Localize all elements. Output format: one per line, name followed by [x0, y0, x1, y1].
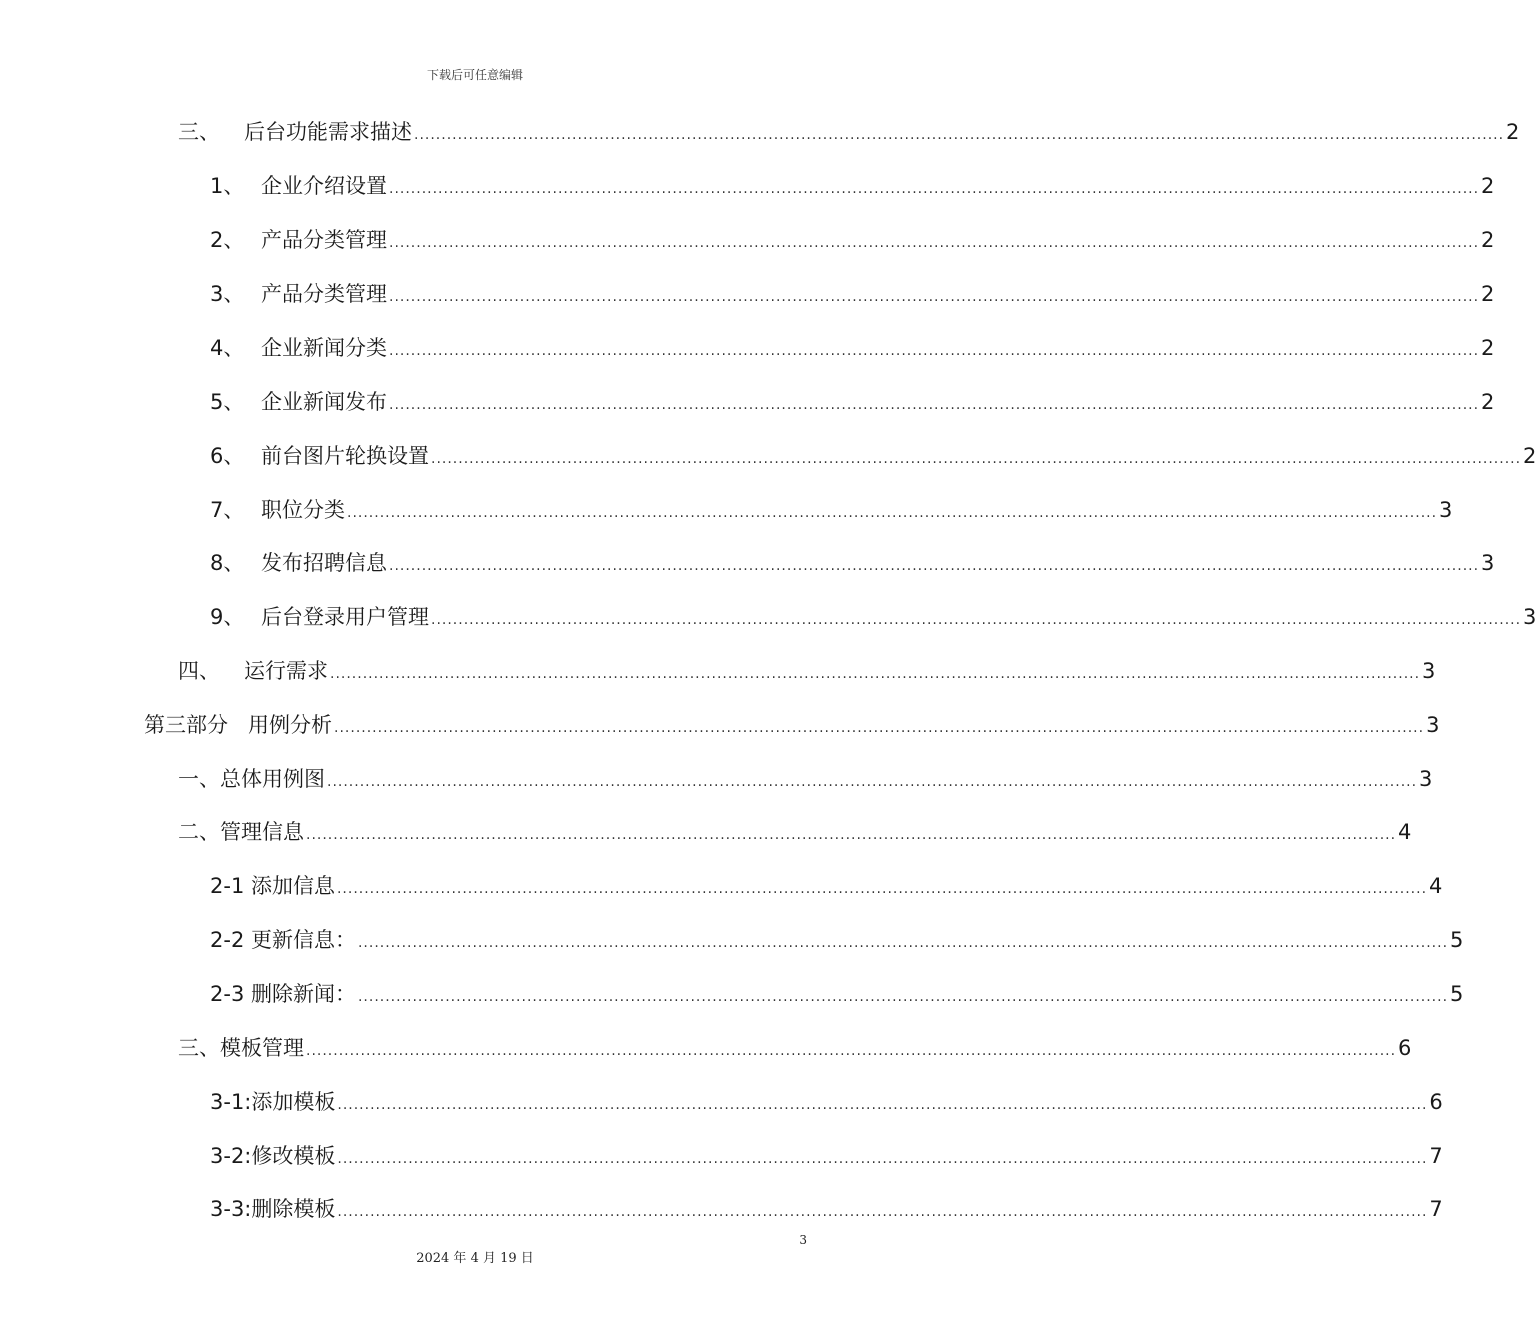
toc-page-number: 7	[1429, 1197, 1443, 1221]
toc-entry[interactable]	[210, 1193, 1443, 1225]
toc-title: 后台登录用户管理	[261, 605, 429, 629]
toc-leader: ........................................................................................................................................................................................................	[389, 289, 1480, 305]
toc-number: 5、	[210, 390, 245, 414]
toc-entry[interactable]	[178, 655, 1436, 687]
toc-number: 3、	[210, 282, 245, 306]
toc-leader: ........................................................................................................................................................................................................	[389, 235, 1480, 251]
toc-page-number: 3	[1419, 767, 1433, 791]
toc-entry[interactable]	[210, 978, 1464, 1010]
toc-leader: ........................................................................................................................................................................................................	[306, 1043, 1397, 1059]
toc-leader: ........................................................................................................................................................................................................	[357, 935, 1449, 951]
toc-page-number: 7	[1429, 1144, 1443, 1168]
toc-page-number: 3	[1439, 498, 1453, 522]
toc-leader: ........................................................................................................................................................................................................	[334, 720, 1425, 736]
toc-title: 3-1:添加模板	[210, 1090, 336, 1114]
toc-page-number: 2	[1481, 174, 1495, 198]
toc-leader: ........................................................................................................................................................................................................	[389, 397, 1480, 413]
toc-leader: ........................................................................................................................................................................................................	[347, 505, 1438, 521]
toc-title: 3-2:修改模板	[210, 1144, 336, 1168]
toc-title: 3-3:删除模板	[210, 1197, 336, 1221]
toc-entry[interactable]	[210, 1086, 1443, 1118]
toc-title: 二、管理信息	[178, 820, 304, 844]
toc-entry[interactable]	[210, 924, 1464, 956]
toc-page-number: 5	[1450, 982, 1464, 1006]
toc-leader: ........................................................................................................................................................................................................	[357, 989, 1449, 1005]
toc-page-number: 2	[1481, 228, 1495, 252]
toc-entry[interactable]	[210, 601, 1536, 633]
footer-date: 2024 年 4 月 19 日	[416, 1251, 534, 1266]
toc-leader: ........................................................................................................................................................................................................	[389, 558, 1480, 574]
toc-page-number: 3	[1422, 659, 1436, 683]
toc-leader: ........................................................................................................................................................................................................	[431, 451, 1522, 467]
toc-leader: ........................................................................................................................................................................................................	[327, 774, 1418, 790]
toc-page-number: 3	[1426, 713, 1440, 737]
toc-title: 运行需求	[244, 659, 328, 683]
toc-title: 企业介绍设置	[261, 174, 387, 198]
toc-number: 四、	[178, 659, 220, 683]
toc-number: 4、	[210, 336, 245, 360]
toc-entry[interactable]	[178, 816, 1412, 848]
toc-entry[interactable]	[210, 440, 1536, 472]
toc-title: 企业新闻发布	[261, 390, 387, 414]
toc-entry[interactable]	[210, 494, 1453, 526]
toc-leader: ........................................................................................................................................................................................................	[431, 612, 1522, 628]
toc-title: 职位分类	[261, 498, 345, 522]
toc-entry[interactable]	[210, 224, 1495, 256]
toc-page-number: 2	[1481, 282, 1495, 306]
toc-entry[interactable]	[210, 170, 1495, 202]
toc-leader: ........................................................................................................................................................................................................	[336, 881, 1428, 897]
toc-entry[interactable]	[210, 1140, 1443, 1172]
toc-number: 1、	[210, 174, 245, 198]
toc-leader: ........................................................................................................................................................................................................	[414, 127, 1505, 143]
toc-entry[interactable]	[210, 547, 1495, 579]
toc-entry[interactable]	[210, 386, 1495, 418]
toc-page-number: 6	[1398, 1036, 1412, 1060]
toc-page-number: 2	[1481, 336, 1495, 360]
toc-page-number: 5	[1450, 928, 1464, 952]
toc-page-number: 4	[1398, 820, 1412, 844]
toc-entry[interactable]	[210, 870, 1443, 902]
toc-title: 后台功能需求描述	[244, 120, 412, 144]
toc-page-number: 6	[1429, 1090, 1443, 1114]
toc-title: 企业新闻分类	[261, 336, 387, 360]
toc-number: 6、	[210, 444, 245, 468]
toc-number: 9、	[210, 605, 245, 629]
toc-leader: ........................................................................................................................................................................................................	[306, 827, 1397, 843]
toc-leader: ........................................................................................................................................................................................................	[389, 181, 1480, 197]
toc-leader: ........................................................................................................................................................................................................	[337, 1151, 1428, 1167]
toc-entry[interactable]	[178, 1032, 1412, 1064]
toc-number: 2、	[210, 228, 245, 252]
toc-entry[interactable]	[210, 278, 1495, 310]
toc-number: 8、	[210, 551, 245, 575]
toc-entry[interactable]	[210, 332, 1495, 364]
page-number: 3	[799, 1233, 807, 1247]
toc-entry[interactable]	[144, 709, 1440, 741]
toc-page-number: 2	[1523, 444, 1536, 468]
toc-leader: ........................................................................................................................................................................................................	[337, 1204, 1428, 1220]
toc-leader: ........................................................................................................................................................................................................	[337, 1097, 1428, 1113]
toc-title: 发布招聘信息	[261, 551, 387, 575]
toc-leader: ........................................................................................................................................................................................................	[389, 343, 1480, 359]
page-header: 下载后可任意编辑	[426, 68, 523, 82]
toc-title: 2-1 添加信息	[210, 874, 335, 898]
toc-entry[interactable]	[178, 763, 1433, 795]
toc-title: 一、总体用例图	[178, 767, 325, 791]
toc-title: 产品分类管理	[261, 228, 387, 252]
toc-title: 第三部分 用例分析	[144, 713, 333, 737]
toc-leader: ........................................................................................................................................................................................................	[330, 666, 1421, 682]
toc-page-number: 4	[1429, 874, 1443, 898]
toc-page-number: 2	[1506, 120, 1520, 144]
toc-number: 7、	[210, 498, 245, 522]
toc-entry[interactable]	[178, 116, 1520, 148]
toc-page-number: 2	[1481, 390, 1495, 414]
toc-page-number: 3	[1523, 605, 1536, 629]
toc-title: 前台图片轮换设置	[261, 444, 429, 468]
toc-title: 产品分类管理	[261, 282, 387, 306]
toc-page-number: 3	[1481, 551, 1495, 575]
toc-number: 三、	[178, 120, 220, 144]
toc-title: 2-2 更新信息：	[210, 928, 356, 952]
toc-title: 三、模板管理	[178, 1036, 304, 1060]
toc-title: 2-3 删除新闻：	[210, 982, 356, 1006]
